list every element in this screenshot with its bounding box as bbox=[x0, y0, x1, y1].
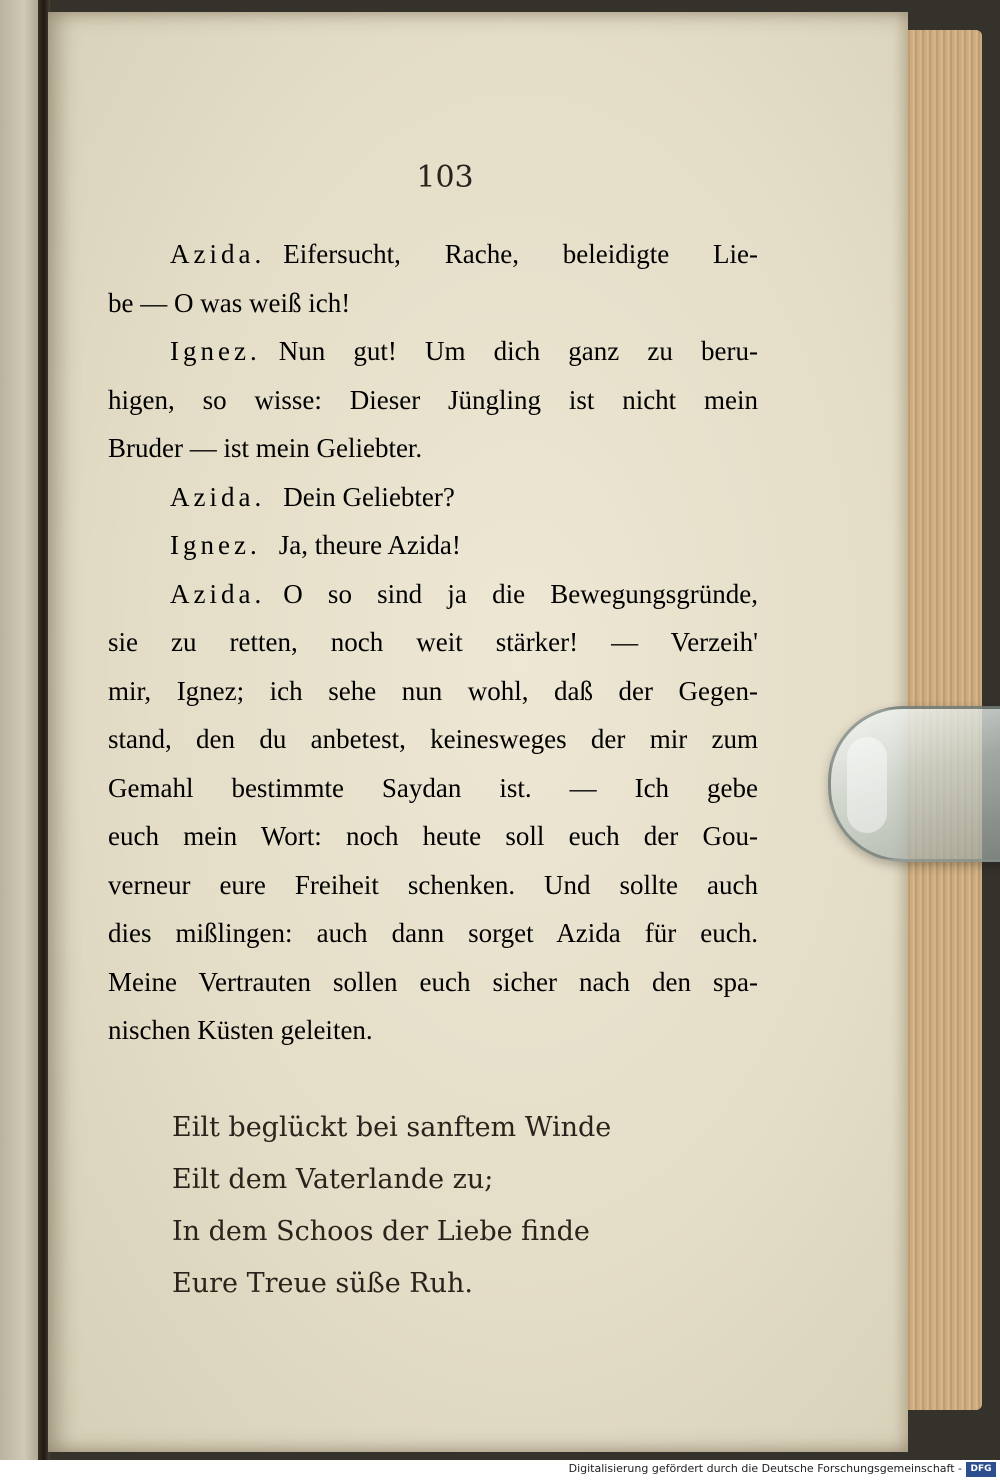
digitization-footer bbox=[0, 1460, 1000, 1480]
dialogue-paragraph bbox=[108, 327, 758, 473]
page-number: 103 bbox=[416, 160, 474, 195]
prose-text bbox=[108, 230, 758, 1055]
text-line: Azida. O so sind ja die Bewegungsgründe, bbox=[170, 578, 758, 609]
glass-highlight bbox=[847, 737, 887, 833]
verse-stanza bbox=[172, 1102, 611, 1310]
text-line: be — O was weiß ich! bbox=[108, 287, 351, 318]
dialogue-paragraph bbox=[108, 521, 758, 570]
dialogue-paragraph bbox=[108, 230, 758, 327]
text-line: Gemahl bestimmte Saydan ist. — Ich gebe bbox=[108, 772, 758, 803]
funding-credit: Digitalisierung gefördert durch die Deutsche Forschungsgemeinschaft - bbox=[568, 1462, 962, 1475]
text-line: stand, den du anbetest, keinesweges der mir zum bbox=[108, 724, 758, 754]
text-line: sie zu retten, noch weit stärker! — Verzeih' bbox=[108, 627, 758, 657]
text-line: Azida. Dein Geliebter? bbox=[170, 481, 455, 512]
text-line: Ignez. Ja, theure Azida! bbox=[170, 530, 461, 560]
previous-page-edge bbox=[0, 0, 40, 1480]
text-line: dies mißlingen: auch dann sorget Azida für euch. bbox=[108, 918, 758, 948]
text-line: verneur eure Freiheit schenken. Und sollte auch bbox=[108, 869, 758, 900]
verse-line: In dem Schoos der Liebe finde bbox=[172, 1216, 590, 1247]
text-line: nischen Küsten geleiten. bbox=[108, 1015, 373, 1045]
text-line: Azida. Eifersucht, Rache, beleidigte Lie- bbox=[170, 239, 758, 269]
dialogue-paragraph bbox=[108, 570, 758, 1055]
text-line: Bruder — ist mein Geliebter. bbox=[108, 433, 423, 463]
speaker-name: Ignez. bbox=[170, 530, 261, 560]
glass-page-weight bbox=[828, 706, 1000, 862]
text-line: higen, so wisse: Dieser Jüngling ist nicht mein bbox=[108, 384, 758, 415]
text-line: Meine Vertrauten sollen euch sicher nach den spa- bbox=[108, 966, 758, 997]
dfg-logo-icon: DFG bbox=[966, 1462, 996, 1477]
verse-line: Eure Treue süße Ruh. bbox=[172, 1268, 473, 1299]
speaker-name: Ignez. bbox=[170, 336, 261, 366]
dialogue-paragraph bbox=[108, 473, 758, 522]
text-line: mir, Ignez; ich sehe nun wohl, daß der Gegen- bbox=[108, 675, 758, 706]
verse-line: Eilt beglückt bei sanftem Winde bbox=[172, 1112, 612, 1143]
speaker-name: Azida. bbox=[170, 578, 266, 609]
speaker-name: Azida. bbox=[170, 239, 266, 269]
speaker-name: Azida. bbox=[170, 481, 266, 512]
text-line: Ignez. Nun gut! Um dich ganz zu beru- bbox=[170, 336, 758, 366]
text-line: euch mein Wort: noch heute soll euch der Gou- bbox=[108, 821, 758, 851]
verse-line: Eilt dem Vaterlande zu; bbox=[172, 1164, 494, 1195]
